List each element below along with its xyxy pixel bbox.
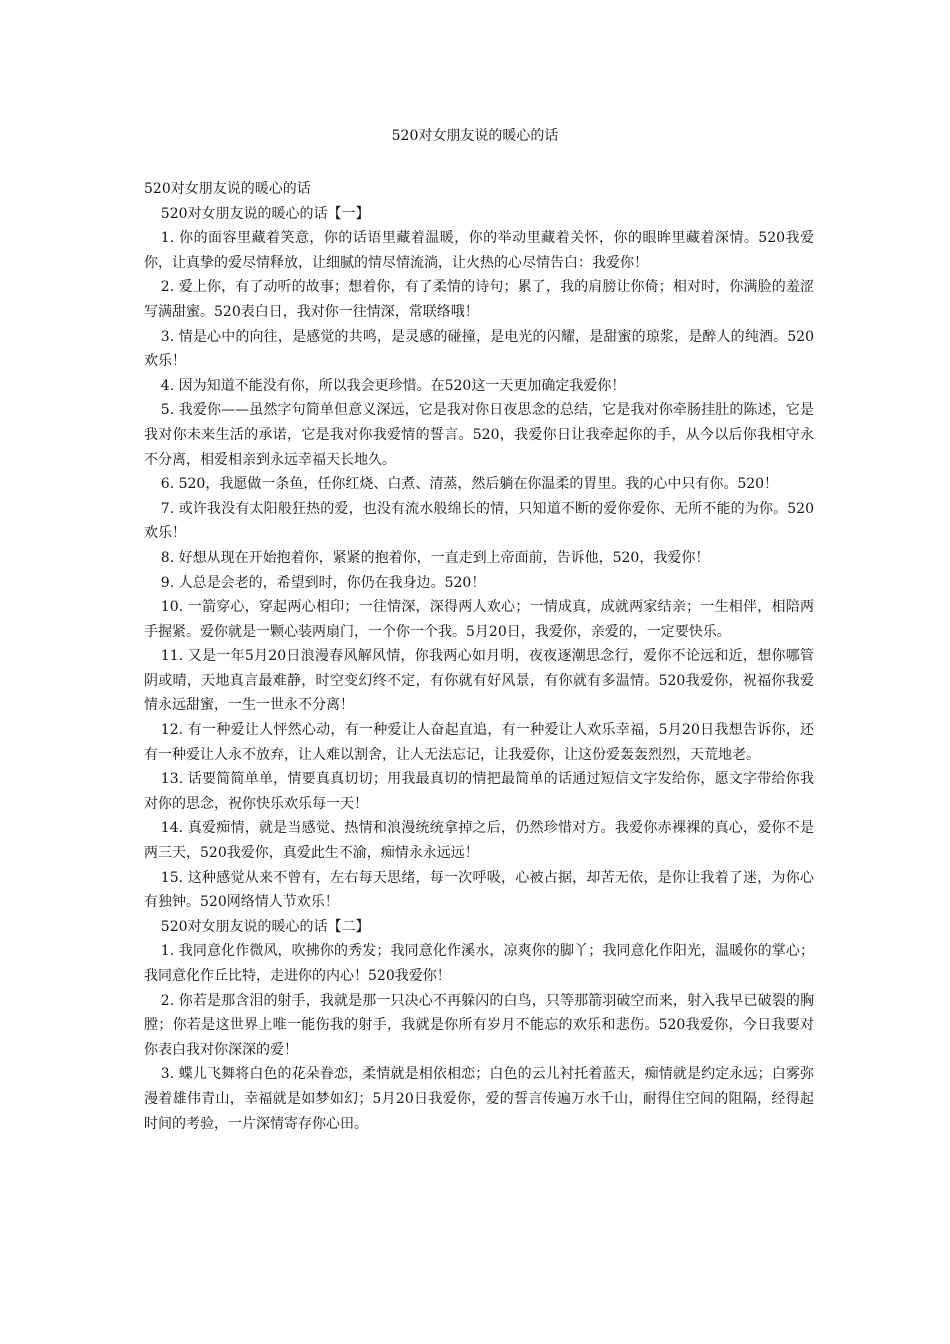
list-item: 7. 或许我没有太阳般狂热的爱，也没有流水般绵长的情，只知道不断的爱你爱你、无所不能的为你。520欢乐！: [144, 500, 814, 542]
document-title: 520对女朋友说的暖心的话: [391, 128, 559, 144]
list-item: 14. 真爱痴情，就是当感觉、热情和浪漫统统拿掉之后，仍然珍惜对方。我爱你赤裸裸的真心，爱你不是两三天，520我爱你，真爱此生不渝，痴情永永远远！: [144, 820, 814, 862]
list-item: 3. 蝶儿飞舞将白色的花朵眷恋，柔情就是相依相恋；白色的云儿衬托着蓝天，痴情就是约定永远；白雾弥漫着雄伟青山，幸福就是如梦如幻；5月20日我爱你，爱的誓言传遍万水千山，耐得住空间的阻隔，经得起时间的考验，一片深情寄存你心田。: [144, 1066, 814, 1132]
list-item: 12. 有一种爱让人怦然心动，有一种爱让人奋起直追，有一种爱让人欢乐幸福，5月20日我想告诉你，还有一种爱让人永不放弃，让人难以割舍，让人无法忘记，让我爱你，让这份爱轰轰烈烈，天荒地老。: [144, 722, 814, 763]
list-item: 10. 一箭穿心，穿起两心相印；一往情深，深得两人欢心；一情成真，成就两家结亲；一生相伴，相陪两手握紧。爱你就是一颗心装两扇门，一个你一个我。5月20日，我爱你，亲爱的，一定要快乐。: [144, 599, 814, 640]
list-item: 4. 因为知道不能没有你，所以我会更珍惜。在520这一天更加确定我爱你！: [160, 377, 626, 394]
list-item: 3. 情是心中的向往，是感觉的共鸣，是灵感的碰撞，是电光的闪耀，是甜蜜的琼浆，是醉人的纯酒。520欢乐！: [144, 328, 814, 370]
list-item: 2. 爱上你，有了动听的故事；想着你，有了柔情的诗句；累了，我的肩膀让你倚；相对时，你满脸的羞涩写满甜蜜。520表白日，我对你一往情深，常联络哦！: [144, 279, 814, 320]
list-item: 9. 人总是会老的，希望到时，你仍在我身边。520！: [160, 574, 486, 591]
section-heading: 520对女朋友说的暖心的话【一】: [160, 205, 370, 222]
list-item: 11. 又是一年5月20日浪漫春风解风情，你我两心如月明，夜夜逐潮思念行，爱你不论远和近，想你哪管阴或晴，天地真言最难静，时空变幻终不定，有你就有好风景，有你就有多温情。520我爱你，祝福你我爱情永远甜蜜，一生一世永不分离！: [144, 648, 814, 714]
list-item: 8. 好想从现在开始抱着你，紧紧的抱着你，一直走到上帝面前，告诉他，520，我爱你！: [160, 549, 710, 566]
document-subtitle: 520对女朋友说的暖心的话: [144, 181, 311, 197]
section-heading: 520对女朋友说的暖心的话【二】: [160, 918, 370, 935]
list-item: 2. 你若是那含泪的射手，我就是那一只决心不再躲闪的白鸟，只等那箭羽破空而来，射入我早已破裂的胸膛；你若是这世界上唯一能伤我的射手，我就是你所有岁月不能忘的欢乐和悲伤。520我爱你，今日我要对你表白我对你深深的爱！: [144, 992, 814, 1058]
list-item: 6. 520，我愿做一条鱼，任你红烧、白煮、清蒸，然后躺在你温柔的胃里。我的心中只有你。520！: [160, 476, 779, 493]
document-body: [144, 177, 814, 1136]
list-item: 13. 话要简简单单，情要真真切切；用我最真切的情把最简单的话通过短信文字发给你，愿文字带给你我对你的思念，祝你快乐欢乐每一天！: [144, 771, 814, 812]
list-item: 15. 这种感觉从来不曾有，左右每天思绪，每一次呼吸，心被占据，却苦无依，是你让我着了迷，为你心有独钟。520网络情人节欢乐！: [144, 869, 814, 911]
list-item: 5. 我爱你——虽然字句简单但意义深远，它是我对你日夜思念的总结，它是我对你牵肠挂肚的陈述，它是我对你未来生活的承诺，它是我对你我爱情的誓言。520，我爱你日让我牵起你的手，从今以后你我相守永不分离，相爱相亲到永远幸福天长地久。: [144, 402, 814, 468]
list-item: 1. 我同意化作微风，吹拂你的秀发；我同意化作溪水，凉爽你的脚丫；我同意化作阳光，温暖你的掌心；我同意化作丘比特，走进你的内心！520我爱你！: [144, 943, 814, 984]
list-item: 1. 你的面容里藏着笑意，你的话语里藏着温暖，你的举动里藏着关怀，你的眼眸里藏着深情。520我爱你，让真挚的爱尽情释放，让细腻的情尽情流淌，让火热的心尽情告白：我爱你！: [144, 230, 814, 271]
